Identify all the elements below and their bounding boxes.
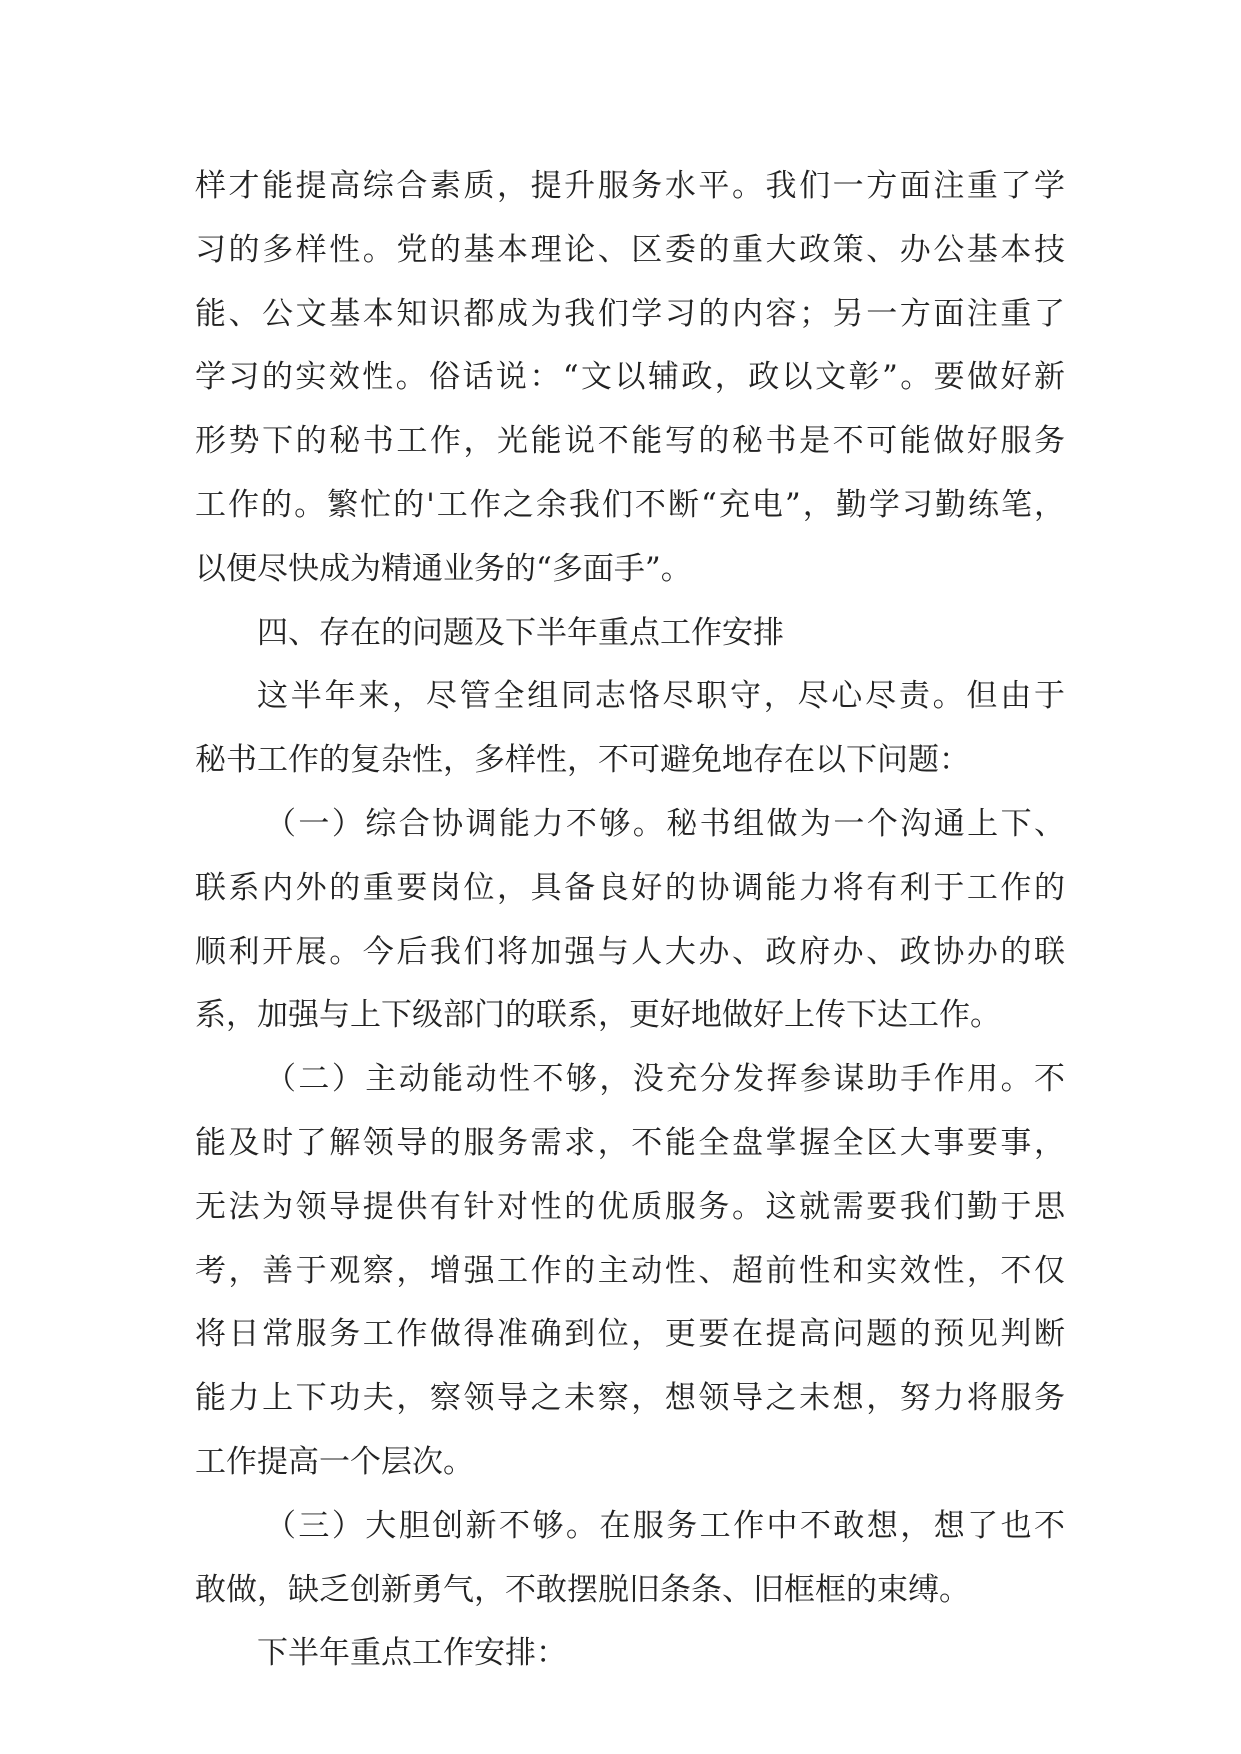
text-line: 无法为领导提供有针对性的优质服务。这就需要我们勤于思 [195, 1188, 1065, 1225]
text-line: 能及时了解领导的服务需求，不能全盘掌握全区大事要事， [195, 1124, 1065, 1161]
text-line: （二）主动能动性不够，没充分发挥参谋助手作用。不 [265, 1061, 1065, 1098]
text-line: （一）综合协调能力不够。秘书组做为一个沟通上下、 [265, 805, 1065, 842]
text-line: 顺利开展。今后我们将加强与人大办、政府办、政协办的联 [195, 933, 1065, 970]
text-line: 秘书工作的复杂性，多样性，不可避免地存在以下问题： [195, 742, 970, 779]
section-heading: 四、存在的问题及下半年重点工作安排 [257, 614, 784, 651]
text-line: 工作的。繁忙的'工作之余我们不断“充电”，勤学习勤练笔， [195, 486, 1065, 523]
text-line: 能、公文基本知识都成为我们学习的内容；另一方面注重了 [195, 295, 1065, 332]
text-line: 样才能提高综合素质，提升服务水平。我们一方面注重了学 [195, 168, 1065, 204]
document-body [195, 155, 1065, 1686]
text-line: 形势下的秘书工作，光能说不能写的秘书是不可能做好服务 [195, 423, 1065, 460]
text-line: 这半年来，尽管全组同志恪尽职守，尽心尽责。但由于 [257, 678, 1065, 715]
text-line: 系，加强与上下级部门的联系，更好地做好上传下达工作。 [195, 997, 1001, 1034]
text-line: 考，善于观察，增强工作的主动性、超前性和实效性，不仅 [195, 1252, 1065, 1289]
text-line: 敢做，缺乏创新勇气，不敢摆脱旧条条、旧框框的束缚。 [195, 1571, 970, 1608]
text-line: 下半年重点工作安排： [257, 1635, 567, 1672]
text-line: 联系内外的重要岗位，具备良好的协调能力将有利于工作的 [195, 869, 1065, 906]
text-line: 学习的实效性。俗话说：“文以辅政，政以文彰”。要做好新 [195, 359, 1065, 396]
text-line: 能力上下功夫，察领导之未察，想领导之未想，努力将服务 [195, 1380, 1065, 1417]
text-line: 工作提高一个层次。 [195, 1443, 474, 1480]
text-line: 习的多样性。党的基本理论、区委的重大政策、办公基本技 [195, 231, 1065, 268]
text-line: （三）大胆创新不够。在服务工作中不敢想，想了也不 [265, 1507, 1065, 1544]
text-line: 以便尽快成为精通业务的“多面手”。 [195, 550, 692, 587]
text-line: 将日常服务工作做得准确到位，更要在提高问题的预见判断 [195, 1316, 1065, 1353]
